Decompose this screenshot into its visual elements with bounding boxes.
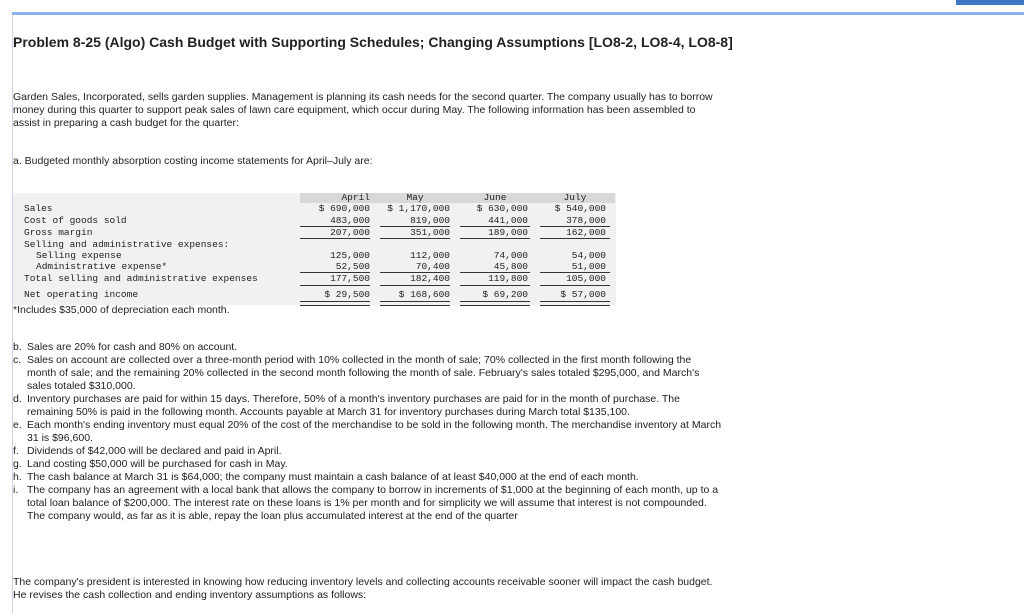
cell-selling-june: 74,000 [493, 250, 528, 261]
underline [540, 238, 610, 239]
row-label-selling-expense: Selling expense [36, 250, 122, 261]
row-label-net-operating-income: Net operating income [24, 289, 139, 300]
list-item [13, 484, 723, 523]
cell-sales-april: $ 690,000 [318, 203, 370, 214]
underline [380, 238, 450, 239]
problem-title: Problem 8-25 (Algo) Cash Budget with Supporting Schedules; Changing Assumptions [LO8-2, LO8-4, LO8-8] [13, 34, 733, 50]
underline [540, 285, 610, 286]
row-label-cogs: Cost of goods sold [24, 215, 127, 226]
cell-gross-margin-june: 189,000 [488, 227, 528, 238]
cell-selling-april: 125,000 [330, 250, 370, 261]
list-item-text: Sales are 20% for cash and 80% on account. [27, 341, 238, 353]
cell-total-sga-may: 182,400 [410, 273, 450, 284]
cell-selling-may: 112,000 [410, 250, 450, 261]
list-item-text: Each month's ending inventory must equal 20% of the cost of the merchandise to be sold in the following month. The merchandise inventory at March 31 is $96,600. [27, 419, 722, 444]
cell-selling-july: 54,000 [571, 250, 606, 261]
row-label-sga-heading: Selling and administrative expenses: [24, 239, 230, 250]
list-marker: h. [13, 471, 22, 483]
underline [380, 285, 450, 286]
list-item-text: Inventory purchases are paid for within 15 days. Therefore, 50% of a month's inventory purchases are paid for in the month of purchase. The remaining 50% is paid in the following month. Accounts payable at March 31 for inventory purchases during March total $135,100. [27, 393, 680, 418]
list-item [13, 458, 723, 471]
cell-noi-june: $ 69,200 [482, 289, 528, 300]
list-marker: e. [13, 419, 22, 431]
column-header-june: June [483, 192, 507, 203]
list-item [13, 419, 723, 445]
cell-cogs-may: 819,000 [410, 215, 450, 226]
list-item-text: Land costing $50,000 will be purchased for cash in May. [27, 458, 288, 470]
list-marker: b. [13, 341, 22, 353]
column-header-may: May [406, 192, 424, 203]
list-marker: i. [13, 484, 19, 496]
list-item-text: The company has an agreement with a local bank that allows the company to borrow in increments of $1,000 at the beginning of each month, up to a total loan balance of $200,000. The interest rate on these loans is 1% per month and for simplicity we will assume that interest is not compounded. The company would, as far as it is able, repay the loan plus accumulated interest at the end of the quarter [27, 484, 719, 522]
top-corner-tab [956, 0, 1024, 5]
column-header-april: April [341, 192, 370, 203]
cell-noi-may: $ 168,600 [398, 289, 450, 300]
cell-total-sga-april: 177,500 [330, 273, 370, 284]
cell-admin-may: 70,400 [415, 261, 450, 272]
underline [300, 238, 370, 239]
cell-sales-july: $ 540,000 [554, 203, 606, 214]
list-marker: d. [13, 393, 22, 405]
underline [460, 238, 530, 239]
row-label-gross-margin: Gross margin [24, 227, 93, 238]
list-marker: g. [13, 458, 22, 470]
list-item-text: Sales on account are collected over a three-month period with 10% collected in the month of sale; 70% collected in the first month following the month of sale; and the remaining 20% collected in the second month following the month of sale. February's sales totaled $295,000, and March's sales totaled $310,000. [27, 354, 700, 392]
cell-noi-april: $ 29,500 [324, 289, 370, 300]
cell-sales-june: $ 630,000 [476, 203, 528, 214]
double-underline [300, 301, 370, 306]
cell-gross-margin-july: 162,000 [566, 227, 606, 238]
underline [460, 285, 530, 286]
cell-total-sga-july: 105,000 [566, 273, 606, 284]
cell-gross-margin-may: 351,000 [410, 227, 450, 238]
row-label-admin-expense: Administrative expense* [36, 261, 168, 272]
intro-paragraph: Garden Sales, Incorporated, sells garden supplies. Management is planning its cash needs for the second quarter. The company usually has to borrow money during this quarter to support peak sales of lawn care equipment, which occur during May. The following information has been assembled to assist in preparing a cash budget for the quarter: [13, 91, 713, 129]
row-label-sales: Sales [24, 203, 53, 214]
list-item [13, 354, 723, 393]
list-item [13, 341, 723, 354]
assumptions-list [13, 341, 723, 523]
double-underline [540, 301, 610, 306]
list-item [13, 471, 723, 484]
cell-cogs-april: 483,000 [330, 215, 370, 226]
cell-sales-may: $ 1,170,000 [387, 203, 450, 214]
underline [300, 285, 370, 286]
depreciation-footnote: *Includes $35,000 of depreciation each month. [13, 304, 230, 316]
cell-cogs-july: 378,000 [566, 215, 606, 226]
column-header-july: July [563, 192, 587, 203]
closing-paragraph: The company's president is interested in knowing how reducing inventory levels and collecting accounts receivable sooner will impact the cash budget. He revises the cash collection and ending inventory assumptions as follows: [13, 576, 713, 601]
cell-admin-april: 52,500 [335, 261, 370, 272]
list-item [13, 393, 723, 419]
top-accent-bar [12, 12, 1024, 15]
cell-gross-margin-april: 207,000 [330, 227, 370, 238]
list-item-text: Dividends of $42,000 will be declared and paid in April. [27, 445, 282, 457]
row-label-total-sga: Total selling and administrative expenses [24, 273, 258, 284]
item-a-text: a. Budgeted monthly absorption costing income statements for April–July are: [13, 155, 373, 167]
list-item-text: The cash balance at March 31 is $64,000; the company must maintain a cash balance of at least $40,000 at the end of each month. [27, 471, 639, 483]
list-marker: c. [13, 354, 22, 366]
double-underline [380, 301, 450, 306]
cell-cogs-june: 441,000 [488, 215, 528, 226]
cell-total-sga-june: 119,800 [488, 273, 528, 284]
double-underline [460, 301, 530, 306]
cell-admin-june: 45,800 [493, 261, 528, 272]
list-item [13, 445, 723, 458]
list-marker: f. [13, 445, 19, 457]
cell-noi-july: $ 57,000 [560, 289, 606, 300]
cell-admin-july: 51,000 [571, 261, 606, 272]
